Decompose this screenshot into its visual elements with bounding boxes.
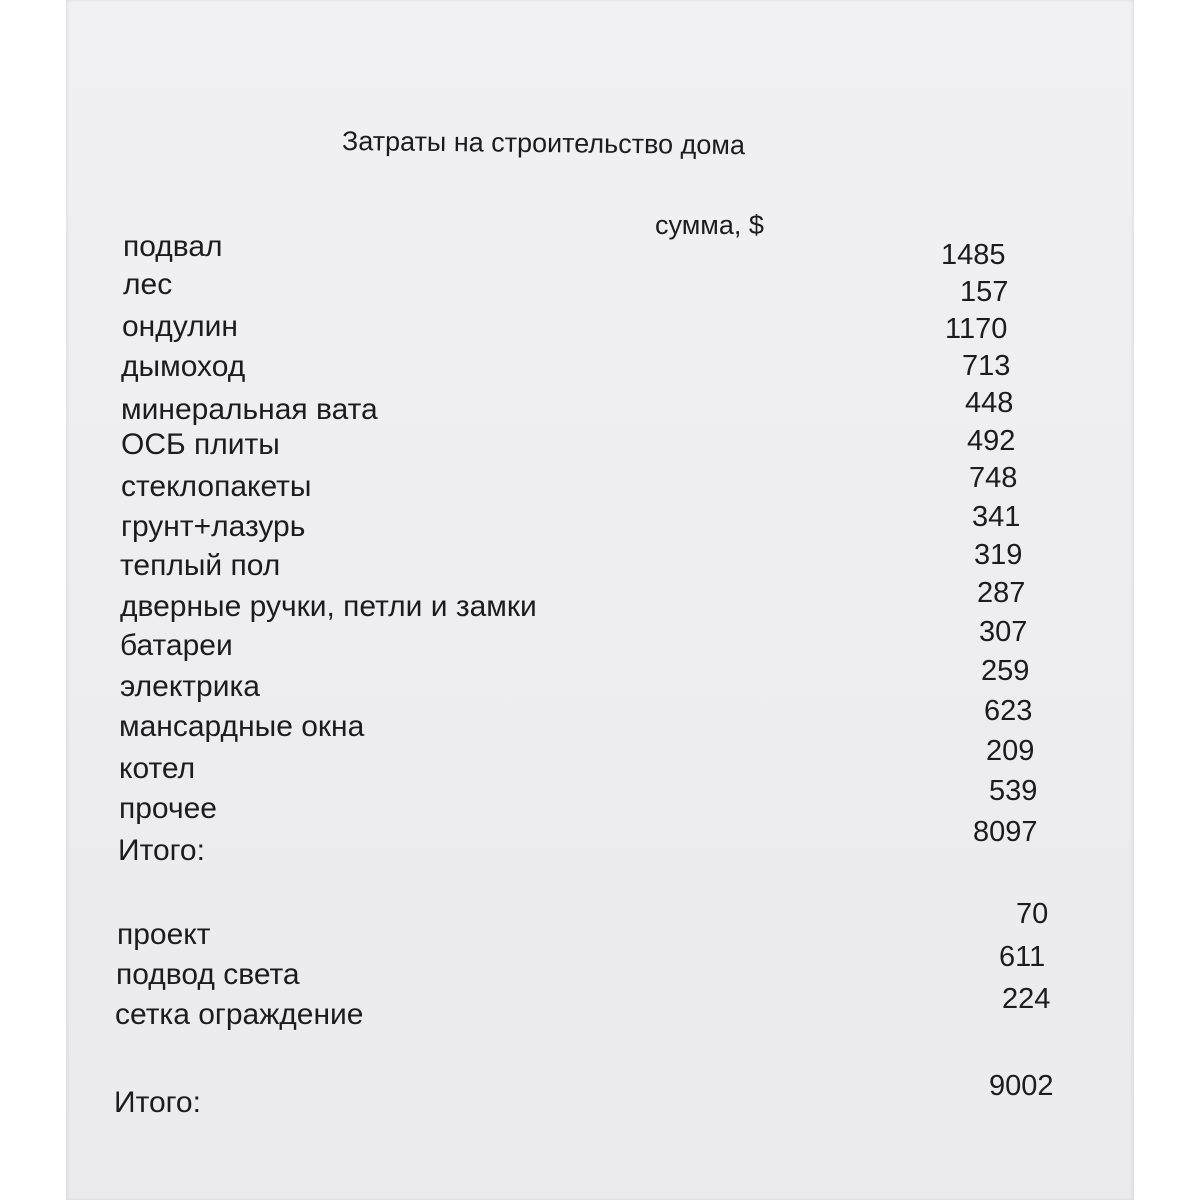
item-label: электрика [120,670,260,703]
extra-item-amount: 611 [999,941,1046,973]
extra-item-amount: 70 [1016,898,1049,930]
item-amount: 341 [972,501,1021,533]
item-label: лес [123,268,173,301]
item-label: дымоход [121,350,246,383]
extra-item-amount: 224 [1002,983,1051,1015]
item-amount: 1485 [941,239,1006,271]
item-label: грунт+лазурь [121,510,306,543]
paper-sheet [66,0,1134,1200]
grand-total-label: Итого: [114,1086,201,1119]
grand-total-amount: 9002 [989,1070,1054,1102]
item-label: ОСБ плиты [121,428,280,461]
item-label: котел [119,752,196,785]
item-amount: 623 [984,695,1033,727]
item-label: теплый пол [120,549,281,582]
item-amount: 1170 [945,313,1008,345]
subtotal-label: Итого: [118,834,205,867]
item-amount: 748 [969,462,1018,494]
item-amount: 157 [960,276,1009,308]
item-label: прочее [119,792,217,825]
item-amount: 307 [979,616,1028,648]
extra-item-label: сетка ограждение [115,998,364,1031]
amount-column-header: сумма, $ [655,210,764,240]
item-label: дверные ручки, петли и замки [120,590,537,623]
item-label: минеральная вата [121,393,378,426]
item-amount: 259 [981,655,1030,687]
item-amount: 713 [962,350,1011,382]
item-label: ондулин [122,310,238,343]
item-label: батареи [120,629,233,662]
extra-item-label: проект [117,918,211,951]
extra-item-label: подвод света [116,958,300,991]
item-amount: 492 [967,425,1016,457]
item-amount: 209 [986,735,1035,767]
item-amount: 319 [974,539,1023,571]
subtotal-amount: 8097 [973,816,1038,848]
item-label: подвал [123,230,223,263]
item-label: стеклопакеты [121,470,312,503]
item-amount: 287 [977,577,1026,609]
item-amount: 448 [965,387,1014,419]
document-title: Затраты на строительство дома [341,126,746,161]
item-amount: 539 [989,775,1038,807]
item-label: мансардные окна [119,710,365,743]
